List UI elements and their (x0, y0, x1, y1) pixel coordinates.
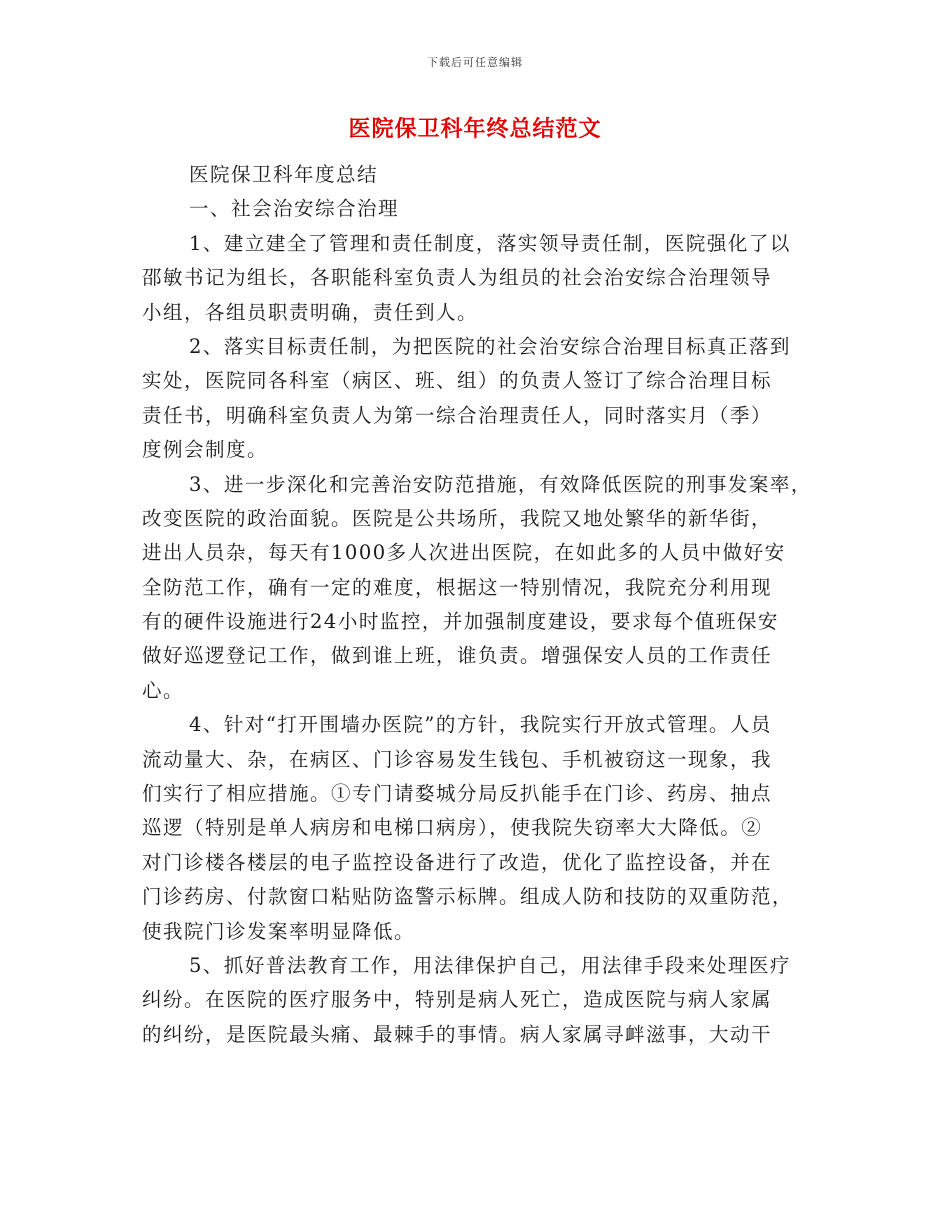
text-line: 改变医院的政治面貌。医院是公共场所，我院又地处繁华的新华街， (142, 506, 773, 530)
text-line: 实处，医院同各科室（病区、班、组）的负责人签订了综合治理目标 (142, 369, 773, 393)
text-line: 做好巡逻登记工作，做到谁上班，谁负责。增强保安人员的工作责任 (142, 644, 773, 668)
text-line: 进出人员杂，每天有1000多人次进出医院，在如此多的人员中做好安 (142, 541, 786, 565)
text-line: 使我院门诊发案率明显降低。 (142, 919, 416, 943)
text-line: 2、落实目标责任制，为把医院的社会治安综合治理目标真正落到 (189, 334, 791, 358)
text-line: 门诊药房、付款窗口粘贴防盗警示标牌。组成人防和技防的双重防范， (142, 885, 794, 909)
header-note: 下载后可任意编辑 (427, 56, 523, 69)
text-line: 小组，各组员职责明确，责任到人。 (142, 300, 479, 324)
document-body (142, 158, 814, 1052)
text-line: 3、进一步深化和完善治安防范措施，有效降低医院的刑事发案率， (189, 472, 812, 496)
text-line: 们实行了相应措施。①专门请婺城分局反扒能手在门诊、药房、抽点 (142, 782, 773, 806)
text-line: 流动量大、杂，在病区、门诊容易发生钱包、手机被窃这一现象，我 (142, 747, 773, 771)
text-line: 的纠纷，是医院最头痛、最棘手的事情。病人家属寻衅滋事，大动干 (142, 1022, 773, 1046)
text-line: 5、抓好普法教育工作，用法律保护自己，用法律手段来处理医疗 (189, 953, 791, 977)
text-line: 有的硬件设施进行24小时监控，并加强制度建设，要求每个值班保安 (142, 610, 779, 634)
text-line: 邵敏书记为组长，各职能科室负责人为组员的社会治安综合治理领导 (142, 266, 773, 290)
text-line: 对门诊楼各楼层的电子监控设备进行了改造，优化了监控设备，并在 (142, 850, 773, 874)
text-line: 心。 (142, 678, 185, 702)
text-line: 医院保卫科年度总结 (189, 163, 379, 186)
text-line: 巡逻（特别是单人病房和电梯口病房），使我院失窃率大大降低。② (142, 816, 763, 840)
text-line: 全防范工作，确有一定的难度，根据这一特别情况，我院充分利用现 (142, 575, 773, 599)
text-line: 1、建立建全了管理和责任制度，落实领导责任制，医院强化了以 (189, 231, 791, 255)
text-line: 责任书，明确科室负责人为第一综合治理责任人，同时落实月（季） (142, 403, 773, 427)
text-line: 一、社会治安综合治理 (189, 197, 400, 221)
text-line: 4、针对“打开围墙办医院”的方针，我院实行开放式管理。人员 (189, 713, 772, 737)
document-title: 医院保卫科年终总结范文 (348, 116, 602, 142)
text-line: 纠纷。在医院的医疗服务中，特别是病人死亡，造成医院与病人家属 (142, 988, 773, 1012)
text-line: 度例会制度。 (142, 438, 269, 462)
